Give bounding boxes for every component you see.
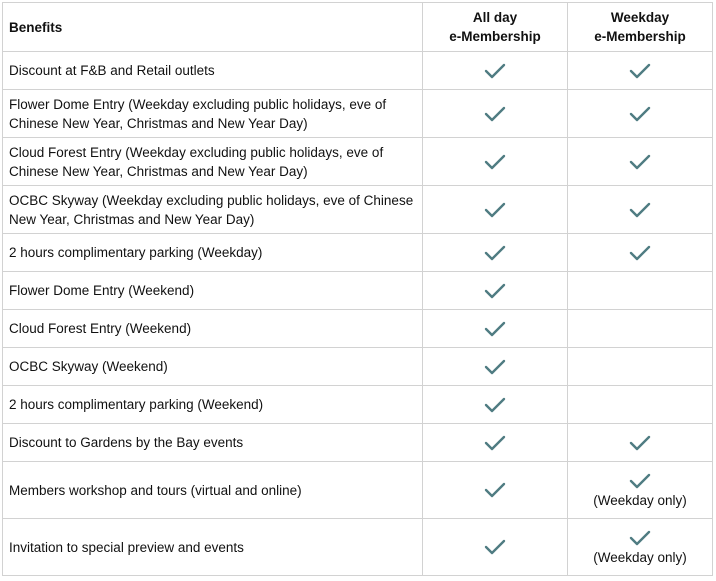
benefit-label: Invitation to special preview and events	[3, 519, 423, 576]
table-row	[3, 52, 713, 90]
check-icon	[629, 472, 651, 490]
check-icon	[629, 105, 651, 123]
all-day-cell	[423, 186, 568, 234]
check-icon	[629, 62, 651, 80]
weekday-cell	[568, 234, 713, 272]
check-icon	[629, 153, 651, 171]
benefit-label: Cloud Forest Entry (Weekend)	[3, 310, 423, 348]
weekday-cell	[568, 386, 713, 424]
table-header-row	[3, 3, 713, 52]
check-icon	[484, 105, 506, 123]
all-day-cell	[423, 272, 568, 310]
benefit-label: Discount to Gardens by the Bay events	[3, 424, 423, 462]
check-icon	[484, 396, 506, 414]
table-row	[3, 386, 713, 424]
check-icon	[484, 201, 506, 219]
benefit-label: Flower Dome Entry (Weekend)	[3, 272, 423, 310]
table-row	[3, 90, 713, 138]
all-day-cell	[423, 386, 568, 424]
weekday-cell	[568, 310, 713, 348]
header-all-day-line2: e-Membership	[449, 29, 541, 44]
header-benefits: Benefits	[3, 3, 423, 52]
all-day-cell	[423, 138, 568, 186]
weekday-cell	[568, 52, 713, 90]
all-day-cell	[423, 462, 568, 519]
check-icon	[484, 358, 506, 376]
benefit-label: 2 hours complimentary parking (Weekday)	[3, 234, 423, 272]
all-day-cell	[423, 310, 568, 348]
check-icon	[484, 538, 506, 556]
all-day-cell	[423, 519, 568, 576]
weekday-cell	[568, 186, 713, 234]
check-icon	[484, 481, 506, 499]
all-day-cell	[423, 52, 568, 90]
weekday-only-note: (Weekday only)	[593, 492, 687, 508]
weekday-cell	[568, 462, 713, 519]
weekday-cell	[568, 424, 713, 462]
table-row	[3, 310, 713, 348]
check-icon	[484, 153, 506, 171]
header-weekday-line2: e-Membership	[594, 29, 686, 44]
benefit-label: Members workshop and tours (virtual and online)	[3, 462, 423, 519]
header-all-day-membership	[423, 3, 568, 52]
check-icon	[484, 320, 506, 338]
benefit-label: Flower Dome Entry (Weekday excluding public holidays, eve of Chinese New Year, Christmas and New Year Day)	[3, 90, 423, 138]
benefit-label: Cloud Forest Entry (Weekday excluding public holidays, eve of Chinese New Year, Christmas and New Year Day)	[3, 138, 423, 186]
benefit-label: Discount at F&B and Retail outlets	[3, 52, 423, 90]
table-row	[3, 272, 713, 310]
check-icon	[629, 529, 651, 547]
weekday-cell	[568, 90, 713, 138]
weekday-cell	[568, 519, 713, 576]
header-weekday-membership	[568, 3, 713, 52]
check-icon	[484, 434, 506, 452]
weekday-only-note: (Weekday only)	[593, 549, 687, 565]
weekday-cell	[568, 272, 713, 310]
benefit-label: OCBC Skyway (Weekend)	[3, 348, 423, 386]
table-row	[3, 424, 713, 462]
header-weekday-line1: Weekday	[610, 10, 670, 25]
check-icon	[629, 244, 651, 262]
all-day-cell	[423, 348, 568, 386]
all-day-cell	[423, 424, 568, 462]
table-row	[3, 519, 713, 576]
header-all-day-line1: All day	[472, 10, 518, 25]
table-row	[3, 348, 713, 386]
all-day-cell	[423, 234, 568, 272]
benefit-label: OCBC Skyway (Weekday excluding public holidays, eve of Chinese New Year, Christmas and New Year Day)	[3, 186, 423, 234]
benefits-table	[2, 2, 713, 576]
check-icon	[484, 282, 506, 300]
check-icon	[629, 201, 651, 219]
table-row	[3, 138, 713, 186]
benefit-label: 2 hours complimentary parking (Weekend)	[3, 386, 423, 424]
weekday-cell	[568, 348, 713, 386]
weekday-cell	[568, 138, 713, 186]
table-row	[3, 186, 713, 234]
check-icon	[484, 62, 506, 80]
all-day-cell	[423, 90, 568, 138]
table-row	[3, 462, 713, 519]
check-icon	[629, 434, 651, 452]
check-icon	[484, 244, 506, 262]
table-row	[3, 234, 713, 272]
